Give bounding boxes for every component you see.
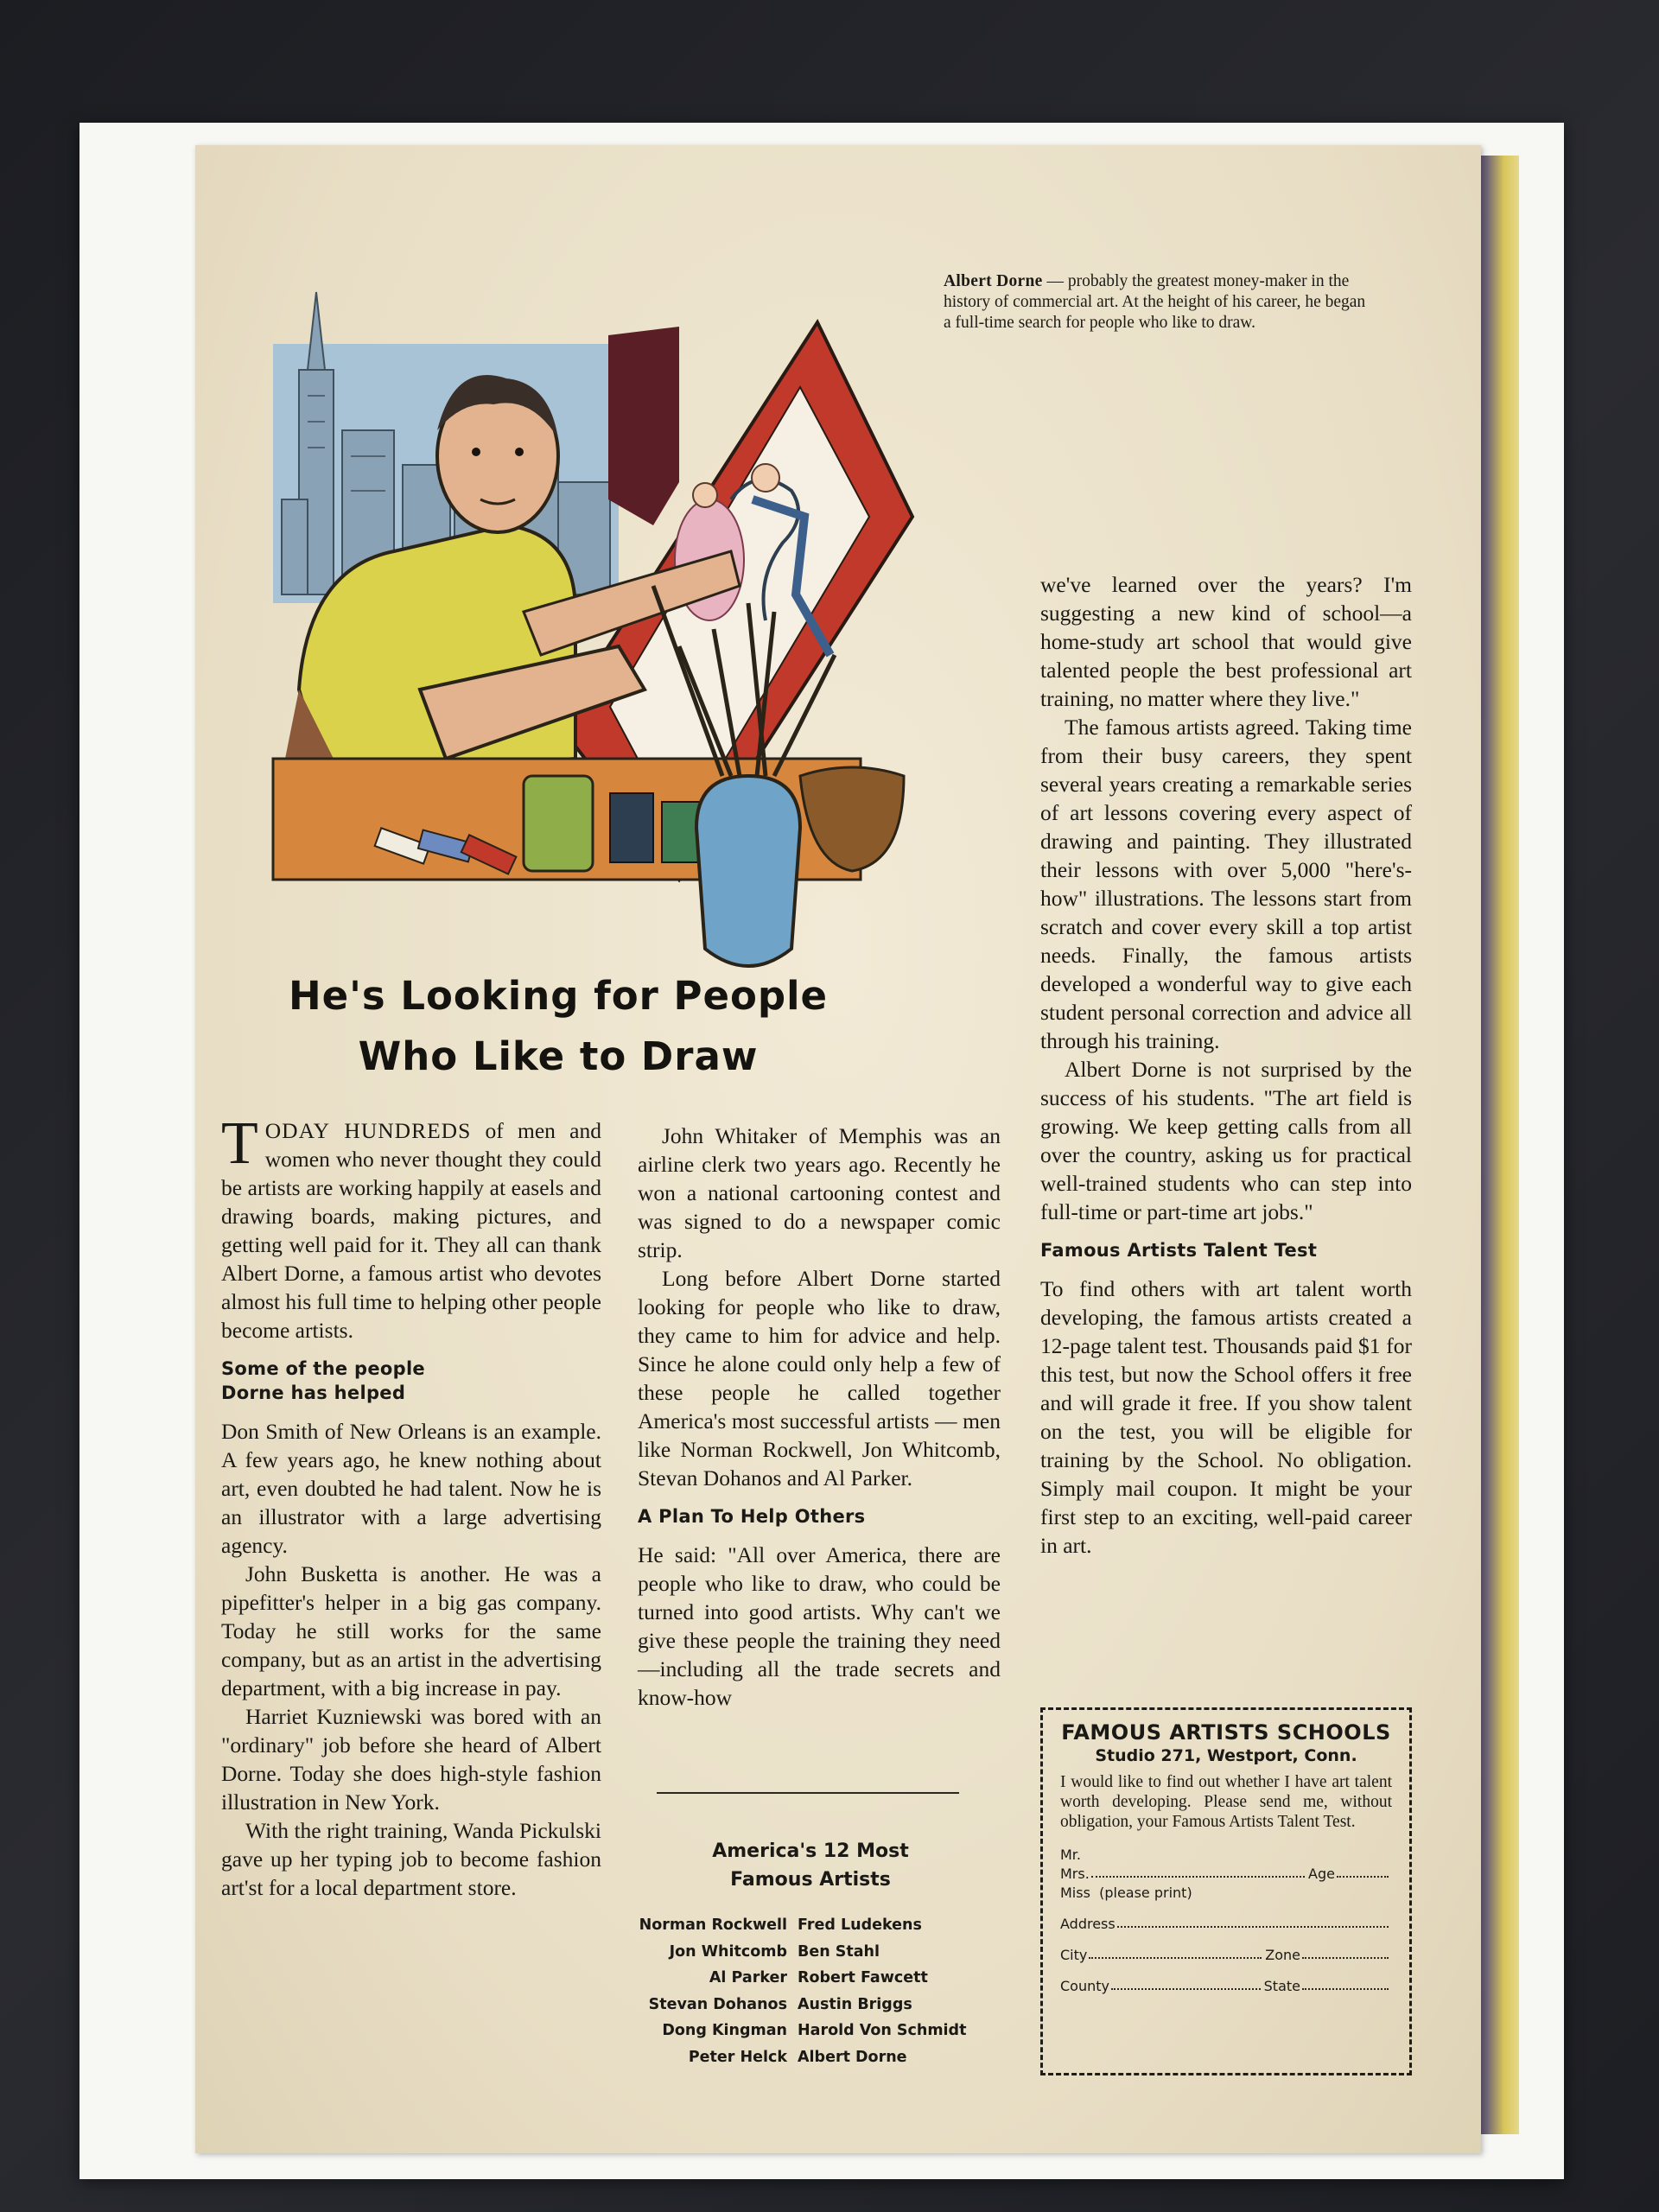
famous-title-line-2: Famous Artists	[730, 1869, 891, 1891]
drop-cap: T	[221, 1110, 258, 1177]
artist-name: Stevan Dohanos	[648, 1995, 787, 2013]
paragraph-famous-artists-agreed: The famous artists agreed. Taking time from their busy careers, they spent several years creating a remarkable series of art lessons covering every aspect of drawing and painting. They illustrated their lessons with over 5,000 "here's-how" illustrations. The lessons start from scratch and cover every skill a top artist needs. Finally, the famous artists developed a wonderful way to give each student personal correction and advice all through his training.	[1040, 715, 1412, 1053]
field-miss-label: Miss	[1060, 1885, 1090, 1901]
field-zone-label: Zone	[1265, 1947, 1300, 1963]
artist-name: Jon Whitcomb	[669, 1942, 787, 1961]
field-mr[interactable]	[1060, 1844, 1392, 1863]
field-address-label: Address	[1060, 1916, 1116, 1932]
article-column-2	[638, 1122, 1001, 1712]
famous-artists-list	[610, 1912, 1016, 2070]
field-city-label: City	[1060, 1947, 1088, 1963]
paragraph-don-smith: Don Smith of New Orleans is an example. A few years ago, he knew nothing about art, even doubted he had talent. Now he is an illustrator with a large advertising agency.	[221, 1419, 601, 1558]
paragraph-john-busketta: John Busketta is another. He was a pipefitter's helper in a big gas company. Today he still works for the same company, but as an artist in the advertising department, with a big increase in pay.	[221, 1561, 601, 1700]
artist-name: Fred Ludekens	[798, 1916, 922, 1934]
fill-line	[1302, 1957, 1389, 1959]
fill-line	[1117, 1926, 1389, 1928]
divider-rule	[657, 1792, 959, 1794]
paragraph-talent-test: To find others with art talent worth developing, the famous artists created a 12-page talent test. Thousands paid $1 for this test, but now the School offers it free and will grade it free. If you show talent on the test, you will be eligible for training by the School. No obligation. Simply mail coupon. It might be your first step to an exciting, well-paid career in art.	[1040, 1276, 1412, 1558]
comic-back-cover	[195, 145, 1481, 2153]
artist-name: Albert Dorne	[798, 2048, 907, 2066]
headline	[264, 966, 852, 1087]
fill-line	[1111, 1988, 1261, 1990]
subhead-line-1: Some of the people	[221, 1358, 425, 1379]
field-county[interactable]	[1060, 1975, 1392, 1994]
artist-row	[610, 1939, 1016, 1966]
artist-name: Robert Fawcett	[798, 1969, 928, 1986]
artist-row	[610, 1912, 1016, 1939]
caption-name: Albert Dorne	[944, 272, 1043, 290]
subhead-line-2: Dorne has helped	[221, 1382, 406, 1403]
field-county-label: County	[1060, 1978, 1109, 1994]
article-column-1	[221, 1110, 601, 1902]
intro-paragraph	[221, 1110, 601, 1344]
caption-text: — probably the greatest money-maker in the history of commercial art. At the height of his career, he began a full-time search for people who like to draw.	[944, 272, 1366, 332]
paragraph-harriet-kuzniewski: Harriet Kuzniewski was bored with an "ordinary" job before she heard of Albert Dorne. Today she does high-style fashion illustration in New York.	[221, 1704, 601, 1815]
artist-name: Al Parker	[709, 1969, 787, 1986]
headline-line-1: He's Looking for People	[288, 973, 829, 1019]
artist-name: Austin Briggs	[798, 1995, 912, 2013]
artist-row	[610, 1965, 1016, 1992]
field-miss[interactable]	[1060, 1882, 1392, 1901]
intro-text: of men and women who never thought they could be artists are working happily at easels and drawing boards, making pictures, and getting well paid for it. They all can thank Albert Dorne, a famous artist who devotes almost his full time to helping other people become artists.	[221, 1118, 601, 1343]
artist-name: Peter Helck	[688, 2048, 787, 2066]
fill-line	[1337, 1876, 1389, 1878]
famous-title-line-1: America's 12 Most	[712, 1840, 909, 1862]
please-print-note: (please print)	[1099, 1885, 1192, 1901]
artist-name: Dong Kingman	[662, 2022, 787, 2039]
fill-line	[1091, 1876, 1305, 1878]
subhead-plan-to-help: A Plan To Help Others	[638, 1506, 866, 1527]
field-city[interactable]	[1060, 1944, 1392, 1963]
artist-name: Norman Rockwell	[639, 1916, 787, 1934]
artist-name: Ben Stahl	[798, 1942, 880, 1961]
coupon-fields	[1060, 1844, 1392, 1994]
article-column-3	[1040, 570, 1412, 1560]
albert-dorne-caption	[944, 271, 1376, 334]
field-mrs[interactable]	[1060, 1863, 1392, 1882]
field-address[interactable]	[1060, 1913, 1392, 1932]
paragraph-new-kind-of-school: we've learned over the years? I'm suggesting a new kind of school—a home-study art school that would give talented people the best professional art training, no matter where they live."	[1040, 572, 1412, 711]
subhead-dorne-helped	[221, 1357, 601, 1405]
famous-artists-title	[638, 1837, 983, 1894]
subhead-talent-test: Famous Artists Talent Test	[1040, 1240, 1318, 1261]
paragraph-john-whitaker: John Whitaker of Memphis was an airline clerk two years ago. Recently he won a national cartooning contest and was signed to do a newspaper comic strip.	[638, 1123, 1001, 1262]
paragraph-wanda-pickulski: With the right training, Wanda Pickulski gave up her typing job to become fashion art'st for a local department store.	[221, 1818, 601, 1900]
fill-line	[1089, 1957, 1262, 1959]
artist-row	[610, 2018, 1016, 2044]
coupon-school-name: FAMOUS ARTISTS SCHOOLS	[1061, 1720, 1391, 1745]
field-mrs-label: Mrs.	[1060, 1866, 1090, 1882]
artist-name: Harold Von Schmidt	[798, 2022, 967, 2039]
paragraph-not-surprised: Albert Dorne is not surprised by the success of his students. "The art field is growing. We keep getting calls from all over the country, asking us for practical well-trained students who can step into full-time or part-time art jobs."	[1040, 1057, 1412, 1224]
field-state-label: State	[1263, 1978, 1300, 1994]
lead-caps: ODAY HUNDREDS	[264, 1118, 472, 1143]
coupon-studio-address: Studio 271, Westport, Conn.	[1095, 1746, 1357, 1765]
coupon-body-text: I would like to find out whether I have art talent worth developing. Please send me, without obligation, your Famous Artists Talent Test.	[1060, 1773, 1392, 1831]
field-mr-label: Mr.	[1060, 1847, 1081, 1863]
artist-row	[610, 2044, 1016, 2071]
artist-row	[610, 1992, 1016, 2018]
paragraph-long-before: Long before Albert Dorne started looking for people who like to draw, they came to him for advice and help. Since he alone could only help a few of these people he called together America's most successful artists — men like Norman Rockwell, Jon Whitcomb, Stevan Dohanos and Al Parker.	[638, 1266, 1001, 1491]
fill-line	[1302, 1988, 1389, 1990]
headline-line-2: Who Like to Draw	[358, 1033, 759, 1079]
artist-at-easel-illustration	[247, 240, 1051, 1087]
mail-in-coupon[interactable]	[1040, 1707, 1412, 2075]
field-age-label: Age	[1308, 1866, 1335, 1882]
paragraph-he-said: He said: "All over America, there are people who like to draw, who could be turned into good artists. Why can't we give these people the training they need—including all the trade secrets and know-how	[638, 1542, 1001, 1710]
